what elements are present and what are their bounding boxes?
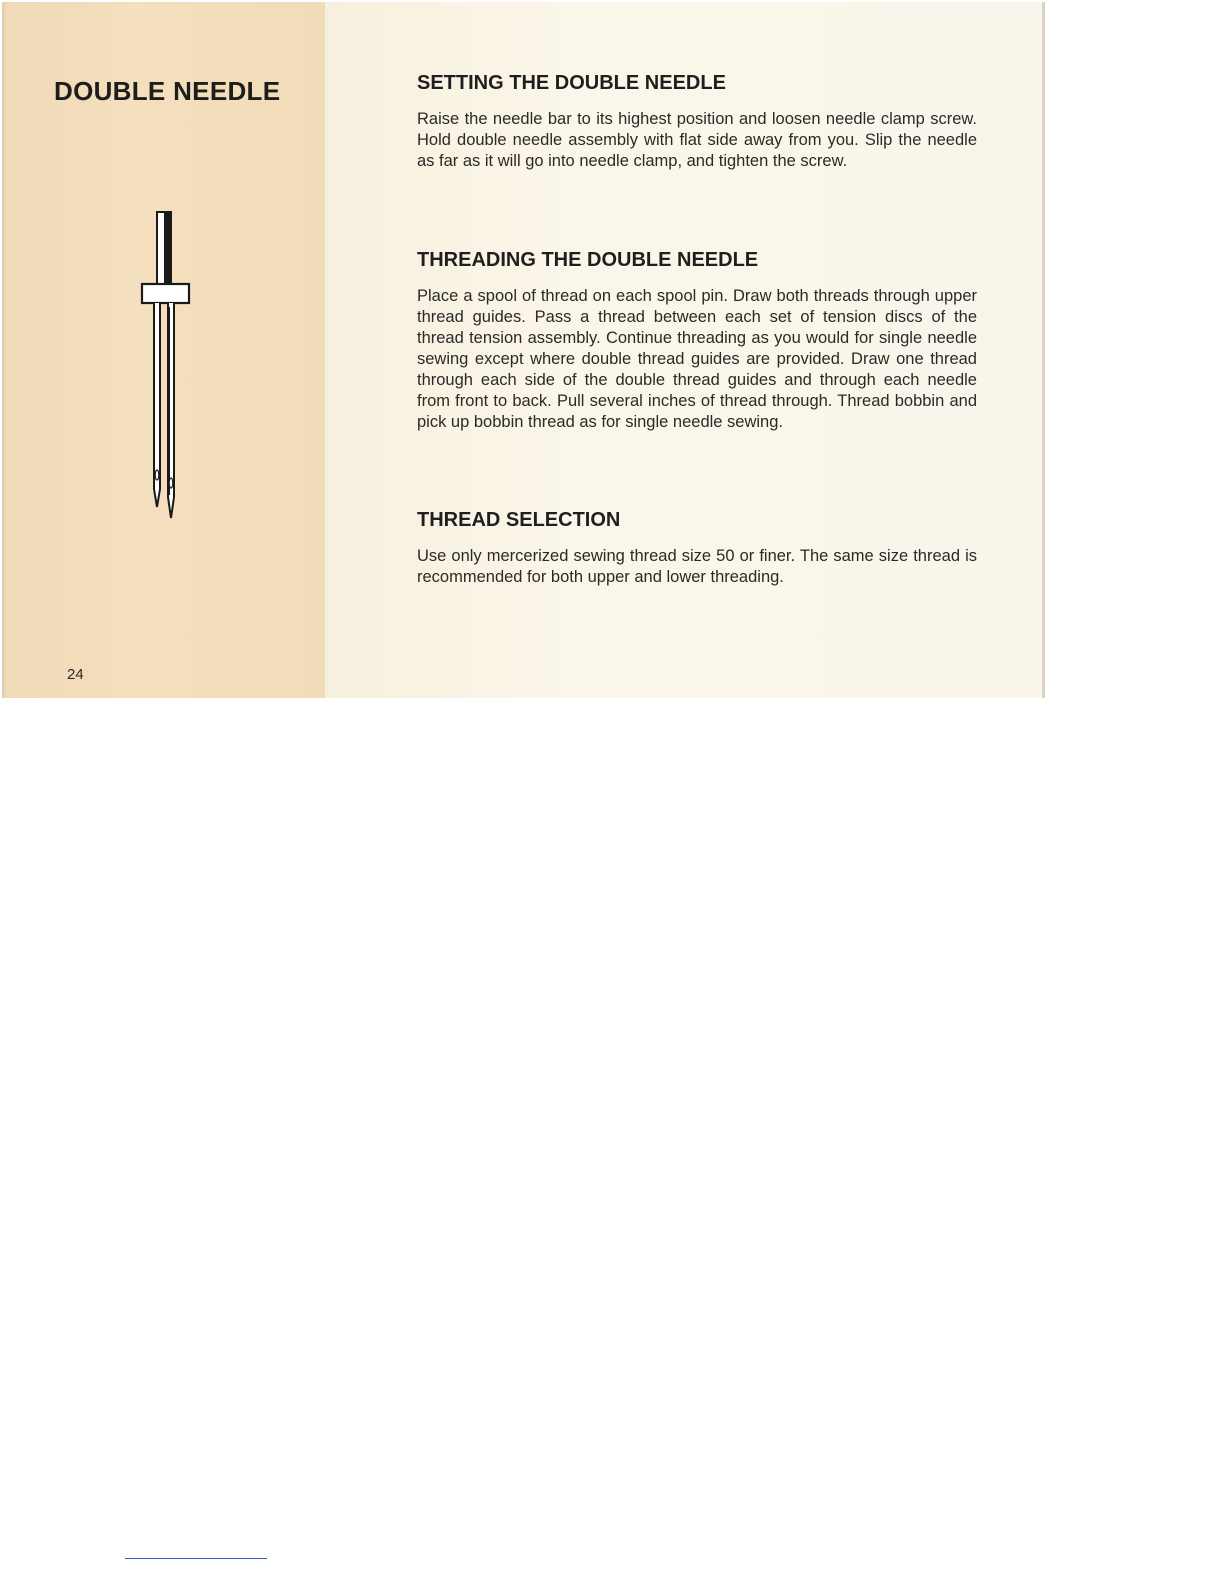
section-setting-double-needle	[417, 72, 977, 172]
footer-divider	[125, 1558, 267, 1559]
section-body: Place a spool of thread on each spool pin. Draw both threads through upper thread guides. Pass a thread between each set of tension discs of the thread tension assembly. Continue threading as you would for single needle sewing except where double thread guides are provided. Draw one thread through each side of the double thread guides and through each needle from front to back. Pull several inches of thread through. Thread bobbin and pick up bobbin thread as for single needle sewing.	[417, 287, 977, 431]
section-heading: SETTING THE DOUBLE NEEDLE	[417, 72, 726, 94]
manual-page	[2, 2, 1045, 698]
section-heading: THREAD SELECTION	[417, 509, 621, 531]
page-title: DOUBLE NEEDLE	[54, 76, 281, 106]
double-needle-icon	[138, 207, 198, 527]
page-left-edge	[2, 2, 5, 698]
section-body: Raise the needle bar to its highest position and loosen needle clamp screw. Hold double needle assembly with flat side away from you. Slip the needle as far as it will go into needle clamp, and tighten the screw.	[417, 110, 977, 170]
section-heading: THREADING THE DOUBLE NEEDLE	[417, 249, 759, 271]
section-body: Use only mercerized sewing thread size 50 or finer. The same size thread is recommended for both upper and lower threading.	[417, 547, 977, 586]
section-threading-double-needle	[417, 249, 977, 433]
page-right-edge	[1042, 2, 1045, 698]
page-number: 24	[67, 666, 84, 683]
section-thread-selection	[417, 509, 977, 588]
